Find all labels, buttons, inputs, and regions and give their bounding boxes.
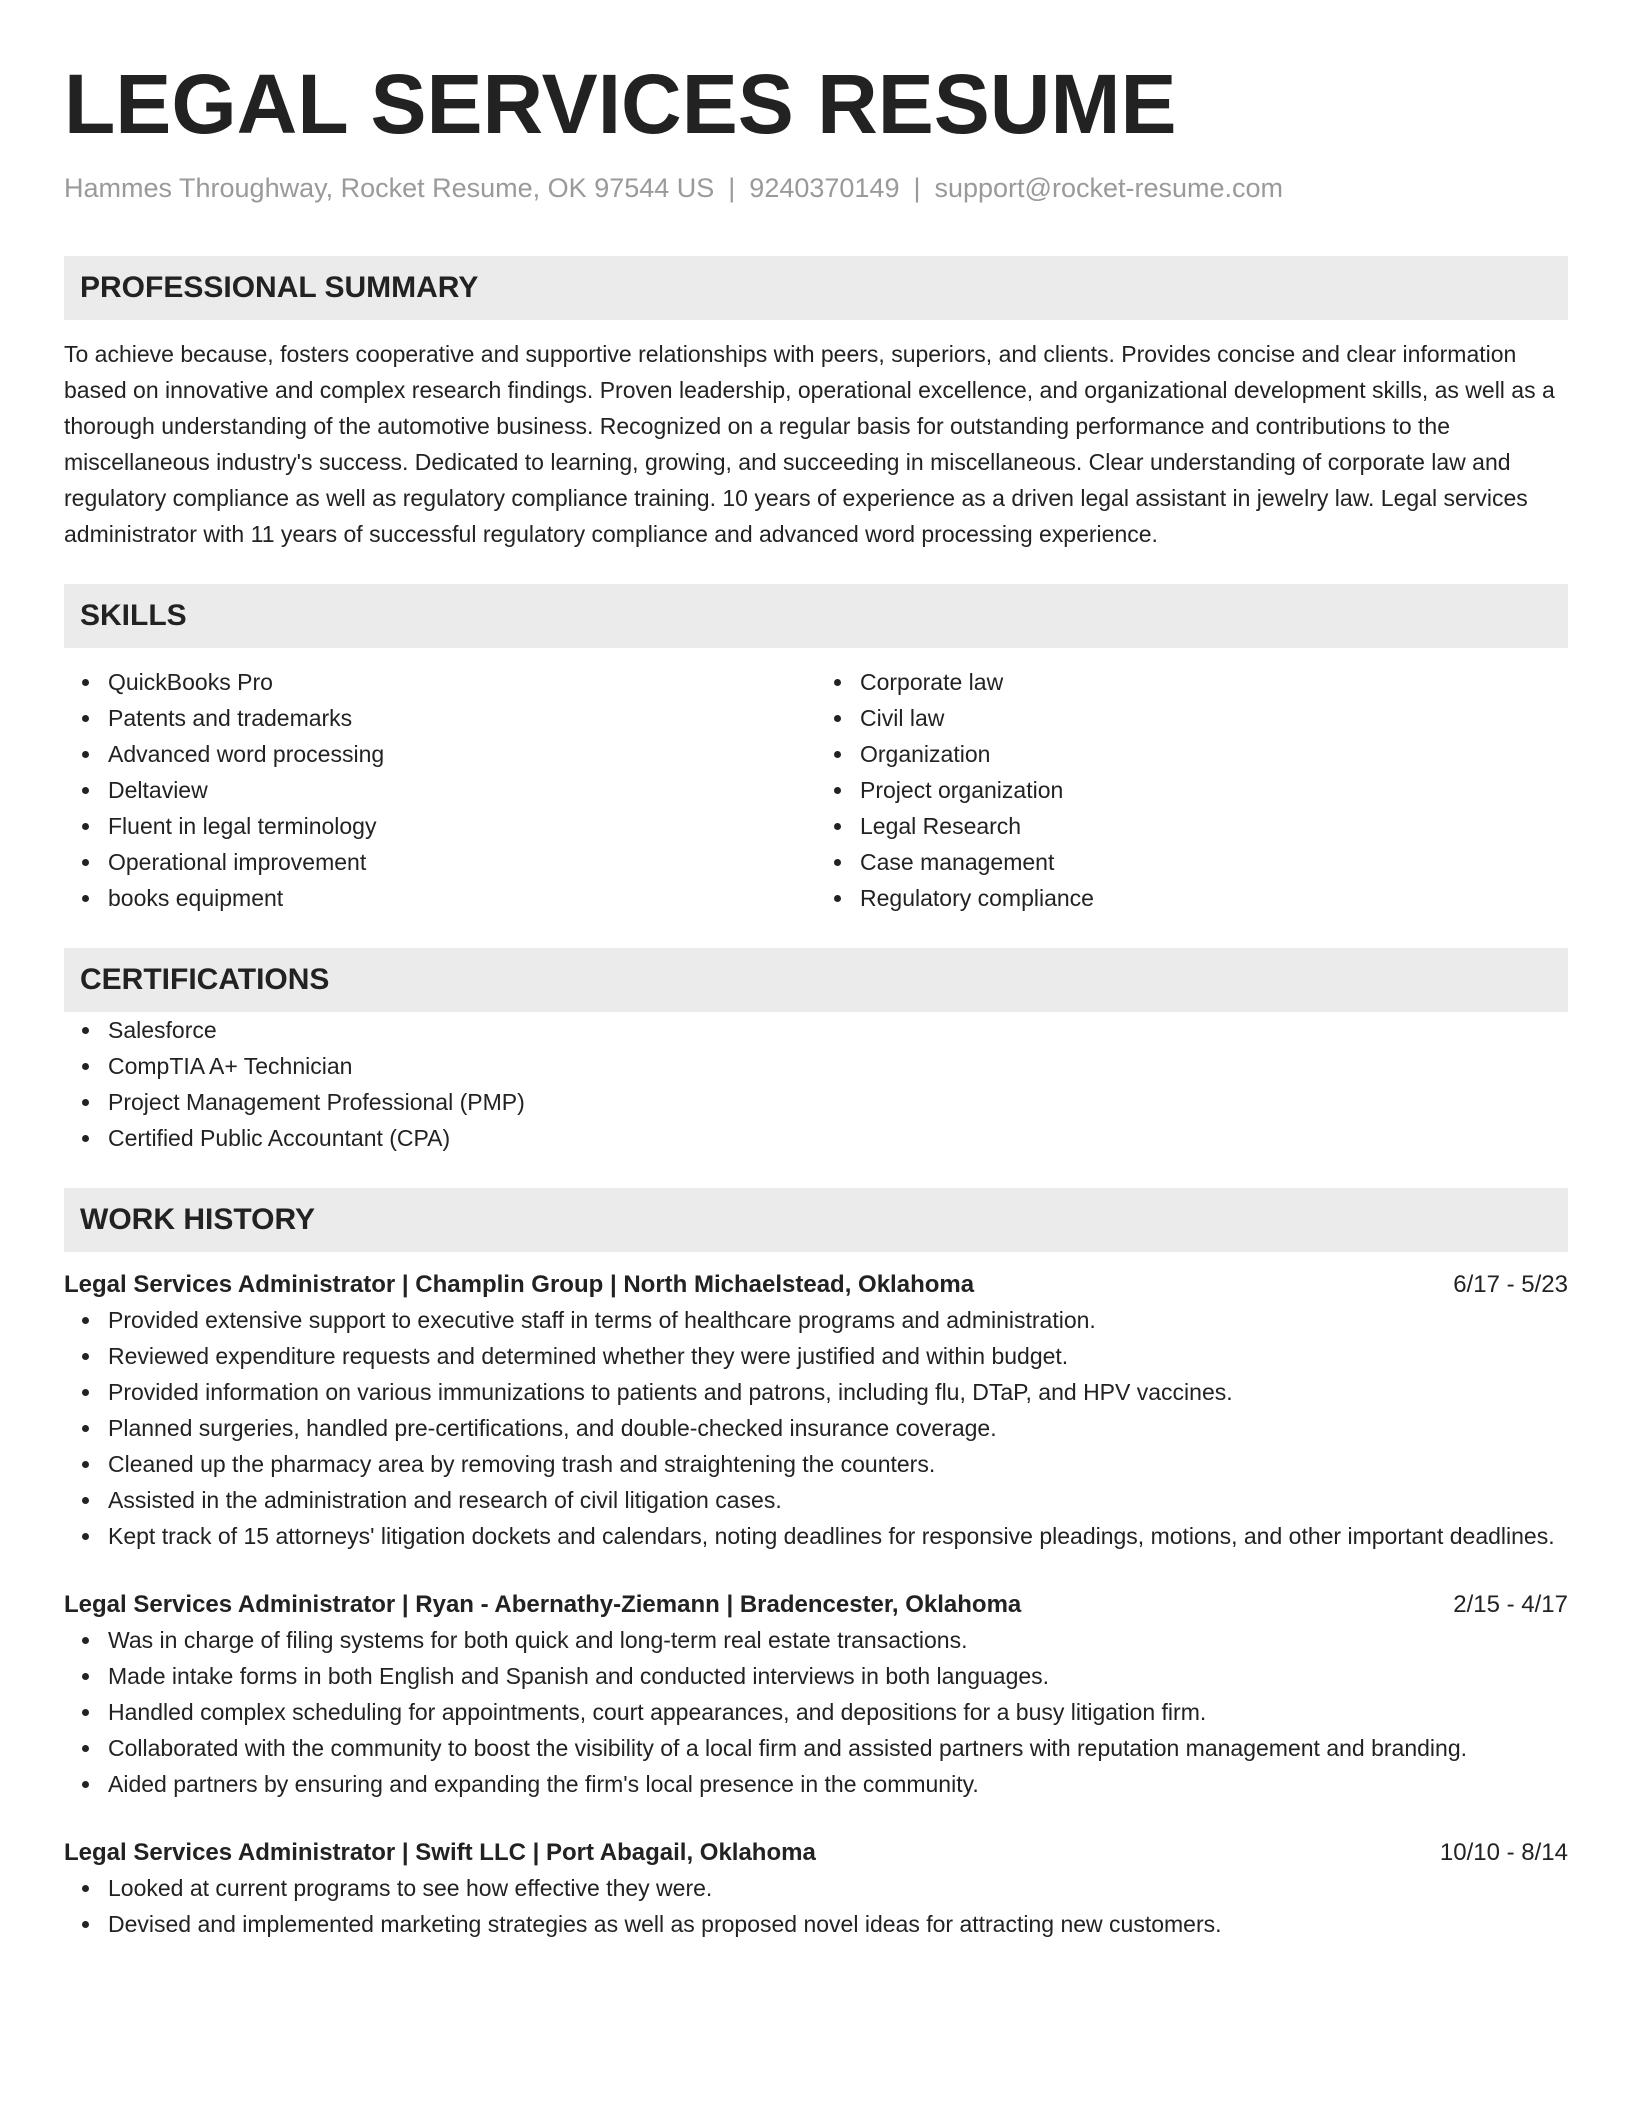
skill-item: Advanced word processing: [108, 736, 816, 772]
job-bullet: Collaborated with the community to boost the visibility of a local firm and assisted partners with reputation management and branding.: [108, 1730, 1568, 1766]
job-bullet: Assisted in the administration and research of civil litigation cases.: [108, 1482, 1568, 1518]
section-header-work-history: WORK HISTORY: [64, 1188, 1568, 1252]
job-bullet: Handled complex scheduling for appointments, court appearances, and depositions for a busy litigation firm.: [108, 1694, 1568, 1730]
job-dates: 10/10 - 8/14: [1439, 1839, 1568, 1866]
section-header-summary: PROFESSIONAL SUMMARY: [64, 256, 1568, 320]
certifications-list: [64, 1012, 1568, 1156]
job-dates: 6/17 - 5/23: [1453, 1271, 1568, 1298]
contact-separator: |: [728, 173, 736, 203]
job-bullet: Devised and implemented marketing strategies as well as proposed novel ideas for attracting new customers.: [108, 1906, 1568, 1942]
skill-item: Patents and trademarks: [108, 700, 816, 736]
certification-item: Salesforce: [108, 1012, 1568, 1048]
section-header-skills: SKILLS: [64, 584, 1568, 648]
skill-item: QuickBooks Pro: [108, 664, 816, 700]
job-bullet: Provided extensive support to executive staff in terms of healthcare programs and administration.: [108, 1302, 1568, 1338]
job-bullet: Provided information on various immunizations to patients and patrons, including flu, DTaP, and HPV vaccines.: [108, 1374, 1568, 1410]
job-entry: [64, 1588, 1568, 1802]
skill-item: Legal Research: [860, 808, 1568, 844]
skill-item: books equipment: [108, 880, 816, 916]
resume-title: LEGAL SERVICES RESUME: [64, 57, 1177, 151]
skill-item: Project organization: [860, 772, 1568, 808]
job-header: [64, 1268, 1568, 1302]
job-bullet: Looked at current programs to see how effective they were.: [108, 1870, 1568, 1906]
certification-item: Certified Public Accountant (CPA): [108, 1120, 1568, 1156]
job-bullet: Planned surgeries, handled pre-certifications, and double-checked insurance coverage.: [108, 1410, 1568, 1446]
skill-item: Deltaview: [108, 772, 816, 808]
job-bullets: [64, 1870, 1568, 1942]
phone-text: 9240370149: [749, 173, 900, 203]
skills-column-left: [64, 664, 816, 916]
contact-separator: |: [913, 173, 921, 203]
job-bullet: Aided partners by ensuring and expanding the firm's local presence in the community.: [108, 1766, 1568, 1802]
skill-item: Civil law: [860, 700, 1568, 736]
skill-item: Case management: [860, 844, 1568, 880]
job-title: Legal Services Administrator | Swift LLC | Port Abagail, Oklahoma: [64, 1839, 816, 1866]
job-title: Legal Services Administrator | Champlin Group | North Michaelstead, Oklahoma: [64, 1271, 975, 1298]
skill-item: Organization: [860, 736, 1568, 772]
job-bullet: Made intake forms in both English and Spanish and conducted interviews in both languages.: [108, 1658, 1568, 1694]
summary-text: To achieve because, fosters cooperative and supportive relationships with peers, superiors, and clients. Provides concise and clear information based on innovative and complex research findings. Proven leadership, operational excellence, and organizational development skills, as well as a thorough understanding of the automotive business. Recognized on a regular basis for outstanding performance and contributions to the miscellaneous industry's success. Dedicated to learning, growing, and succeeding in miscellaneous. Clear understanding of corporate law and regulatory compliance as well as regulatory compliance training. 10 years of experience as a driven legal assistant in jewelry law. Legal services administrator with 11 years of successful regulatory compliance and advanced word processing experience.: [64, 341, 1555, 547]
skill-item: Operational improvement: [108, 844, 816, 880]
job-dates: 2/15 - 4/17: [1453, 1591, 1568, 1618]
job-title: Legal Services Administrator | Ryan - Abernathy-Ziemann | Bradencester, Oklahoma: [64, 1591, 1022, 1618]
resume-page: [64, 0, 1568, 1942]
job-bullet: Kept track of 15 attorneys' litigation dockets and calendars, noting deadlines for responsive pleadings, motions, and other important deadlines.: [108, 1518, 1568, 1554]
job-entry: [64, 1268, 1568, 1554]
address-text: Hammes Throughway, Rocket Resume, OK 97544 US: [64, 173, 715, 203]
job-bullet: Was in charge of filing systems for both quick and long-term real estate transactions.: [108, 1622, 1568, 1658]
skill-item: Regulatory compliance: [860, 880, 1568, 916]
job-entry: [64, 1836, 1568, 1942]
skills-column-right: [816, 664, 1568, 916]
job-bullets: [64, 1622, 1568, 1802]
skill-item: Fluent in legal terminology: [108, 808, 816, 844]
certification-item: CompTIA A+ Technician: [108, 1048, 1568, 1084]
certification-item: Project Management Professional (PMP): [108, 1084, 1568, 1120]
email-link[interactable]: support@rocket-resume.com: [934, 173, 1284, 203]
job-bullet: Reviewed expenditure requests and determined whether they were justified and within budget.: [108, 1338, 1568, 1374]
skills-list: [64, 664, 1568, 916]
skill-item: Corporate law: [860, 664, 1568, 700]
job-header: [64, 1588, 1568, 1622]
contact-line: [64, 172, 1568, 204]
job-bullets: [64, 1302, 1568, 1554]
job-header: [64, 1836, 1568, 1870]
section-header-certifications: CERTIFICATIONS: [64, 948, 1568, 1012]
job-bullet: Cleaned up the pharmacy area by removing trash and straightening the counters.: [108, 1446, 1568, 1482]
